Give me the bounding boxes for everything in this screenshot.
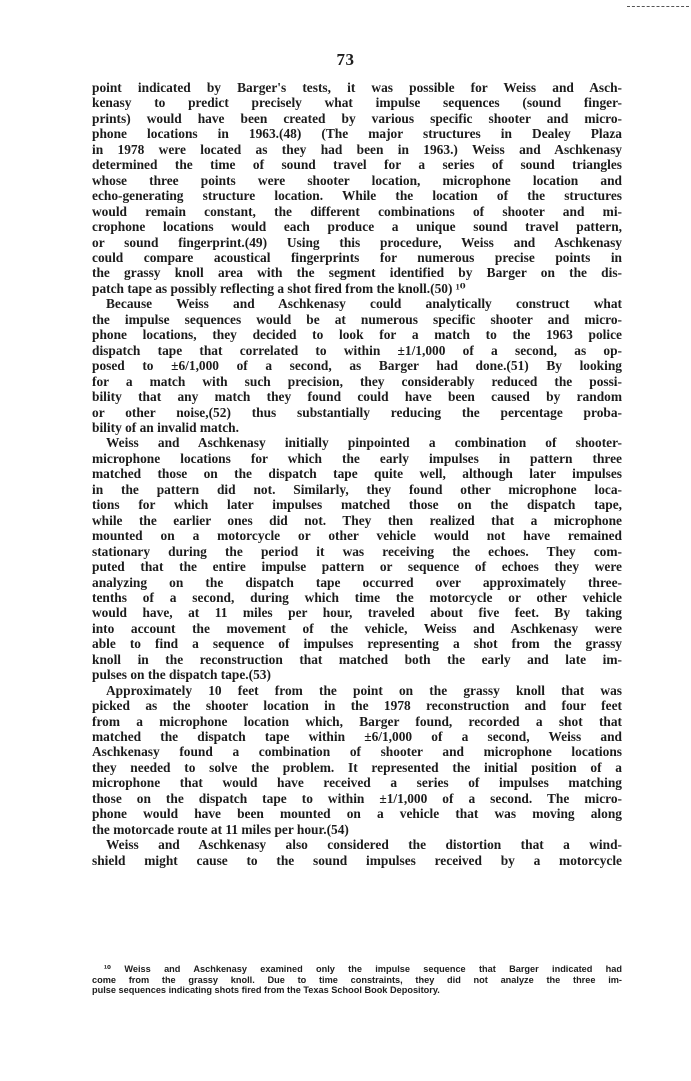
text-line: microphone that would have received a series of impulses matching <box>92 775 622 791</box>
footnote-line: pulse sequences indicating shots fired from the Texas School Book Depository. <box>92 985 440 996</box>
text-line: bility of an invalid match. <box>92 419 239 435</box>
text-line: kenasy to predict precisely what impulse sequences (sound finger- <box>92 95 622 111</box>
text-line: would remain constant, the different combinations of shooter and mi- <box>92 203 622 219</box>
text-line: the impulse sequences would be at numerous specific shooter and micro- <box>92 311 622 327</box>
text-line: while the earlier ones did not. They then realized that a microphone <box>92 512 622 528</box>
paragraph <box>92 837 622 868</box>
text-line: phone locations in 1963.(48) (The major structures in Dealey Plaza <box>92 126 622 142</box>
text-line: whose three points were shooter location, microphone location and <box>92 172 622 188</box>
paragraph <box>92 296 622 435</box>
text-line: echo-generating structure location. While the location of the structures <box>92 188 622 204</box>
text-line: patch tape as possibly reflecting a shot fired from the knoll.(50) ¹⁰ <box>92 280 466 296</box>
text-line: matched the dispatch tape within ±6/1,000 of a second, Weiss and <box>92 729 622 745</box>
body-text <box>92 80 622 868</box>
text-line: those on the dispatch tape to within ±1/1,000 of a second. The micro- <box>92 790 622 806</box>
text-line: they needed to solve the problem. It represented the initial position of a <box>92 759 622 775</box>
text-line: picked as the shooter location in the 1978 reconstruction and four feet <box>92 698 622 714</box>
text-line: Approximately 10 feet from the point on the grassy knoll that was <box>106 682 622 698</box>
text-line: or other noise,(52) thus substantially reducing the percentage proba- <box>92 404 622 420</box>
text-line: mounted on a motorcycle or other vehicle would not have remained <box>92 528 622 544</box>
text-line: prints) would have been created by various specific shooter and micro- <box>92 110 622 126</box>
page-number: 73 <box>336 50 355 69</box>
text-line: pulses on the dispatch tape.(53) <box>92 667 271 683</box>
footnote-line: come from the grassy knoll. Due to time constraints, they did not analyze the three im- <box>92 974 622 985</box>
text-line: able to find a sequence of impulses representing a shot from the grassy <box>92 636 622 652</box>
text-line: Weiss and Aschkenasy also considered the distortion that a wind- <box>106 837 622 853</box>
paragraph <box>92 80 622 296</box>
text-line: microphone locations for which the early impulses in pattern three <box>92 450 622 466</box>
footnotes <box>92 964 622 996</box>
footnote-line: ¹⁰ Weiss and Aschkenasy examined only the impulse sequence that Barger indicated had <box>104 964 622 974</box>
text-line: crophone locations would each produce a unique sound travel pattern, <box>92 219 622 235</box>
text-line: analyzing on the dispatch tape occurred over approximately three- <box>92 574 622 590</box>
text-line: could compare acoustical fingerprints for numerous precise points in <box>92 249 622 265</box>
text-line: Because Weiss and Aschkenasy could analytically construct what <box>106 296 622 312</box>
text-line: would have, at 11 miles per hour, traveled about five feet. By taking <box>92 605 622 621</box>
paragraph <box>92 683 622 838</box>
text-line: shield might cause to the sound impulses received by a motorcycle <box>92 852 622 868</box>
text-line: dispatch tape that correlated to within ±1/1,000 of a second, as op- <box>92 342 622 358</box>
text-line: determined the time of sound travel for a series of sound triangles <box>92 157 622 173</box>
text-line: in 1978 were located as they had been in 1963.) Weiss and Aschkenasy <box>92 141 622 157</box>
text-line: phone locations, they decided to look for a match to the 1963 police <box>92 327 622 343</box>
text-line: matched those on the dispatch tape quite well, although later impulses <box>92 466 622 482</box>
paragraph <box>92 435 622 682</box>
text-line: from a microphone location which, Barger found, recorded a shot that <box>92 713 622 729</box>
text-line: bility that any match they found could have been caused by random <box>92 389 622 405</box>
text-line: the motorcade route at 11 miles per hour.(54) <box>92 821 349 837</box>
text-line: puted that the entire impulse pattern or sequence of echoes they were <box>92 559 622 575</box>
text-line: for a match with such precision, they considerably reduced the possi- <box>92 373 622 389</box>
text-line: Weiss and Aschkenasy initially pinpointed a combination of shooter- <box>106 435 622 451</box>
text-line: posed to ±6/1,000 of a second, as Barger had done.(51) By looking <box>92 358 622 374</box>
text-line: tions for which later impulses matched those on the dispatch tape, <box>92 497 622 513</box>
text-line: or sound fingerprint.(49) Using this procedure, Weiss and Aschkenasy <box>92 234 622 250</box>
text-line: knoll in the reconstruction that matched both the early and late im- <box>92 651 622 667</box>
text-line: phone would have been mounted on a vehicle that was moving along <box>92 806 622 822</box>
text-line: stationary during the period it was receiving the echoes. They com- <box>92 543 622 559</box>
text-line: tenths of a second, during which time the motorcycle or other vehicle <box>92 589 622 605</box>
text-line: the grassy knoll area with the segment identified by Barger on the dis- <box>92 265 622 281</box>
text-line: into account the movement of the vehicle, Weiss and Aschkenasy were <box>92 620 622 636</box>
text-line: in the pattern did not. Similarly, they found other microphone loca- <box>92 481 622 497</box>
text-line: Aschkenasy found a combination of shooter and microphone locations <box>92 744 622 760</box>
footnote <box>92 964 622 996</box>
text-line: point indicated by Barger's tests, it was possible for Weiss and Asch- <box>92 80 622 95</box>
scan-edge-mark <box>627 6 689 7</box>
